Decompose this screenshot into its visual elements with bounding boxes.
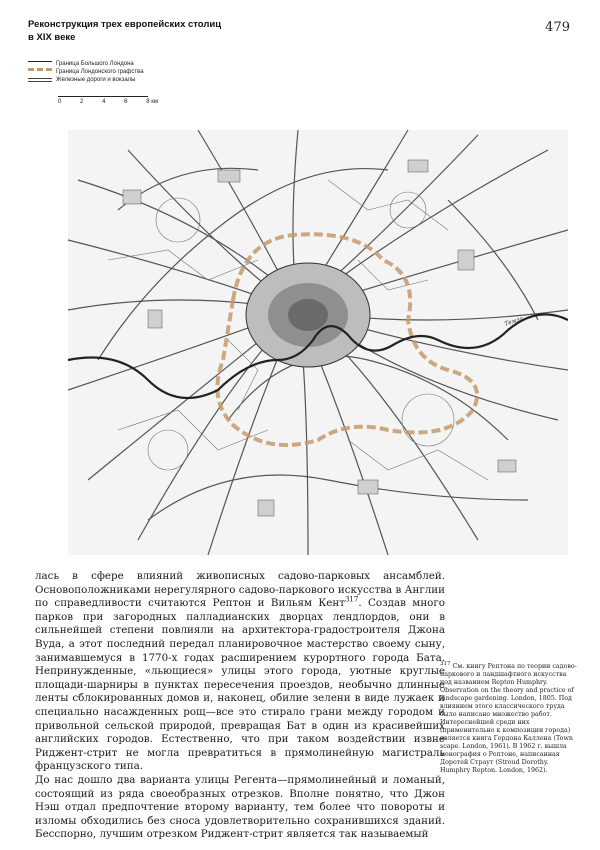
legend-row-county: [28, 68, 144, 76]
legend-label: Граница Большого Лондона: [56, 61, 134, 67]
page-number: 479: [545, 20, 570, 35]
river-label: Темза: [503, 315, 524, 328]
scale-bar: [58, 96, 158, 105]
legend-row-railways: [28, 76, 144, 84]
scale-tick: 4: [102, 99, 106, 105]
paragraph-2: До нас дошло два варианта улицы Регента—прямолинейный и ломаный, состоящий из ряда своеобразных отрезков. Вполне понятно, что Джон Нэш отдал предпочтение второму варианту, тем более что повороты и изломы обходились без сноса удовлетворительно сохранившихся зданий. Бесспорно, лучшим отрезком Риджент-стрит является так называемый: [35, 773, 445, 841]
footnote: [440, 660, 580, 775]
legend-swatch-county: [28, 68, 52, 76]
legend-swatch-greater-london: [28, 61, 52, 67]
body-text: [35, 570, 445, 842]
footnote-number: 317: [440, 661, 451, 667]
scale-tick: 8 км: [146, 99, 158, 105]
map-legend: [28, 60, 144, 84]
legend-label: Граница Лондонского графства: [56, 69, 144, 75]
scale-ticks: [58, 99, 158, 105]
scale-tick: 2: [80, 99, 84, 105]
legend-row-greater-london: [28, 60, 144, 68]
footnote-reference: 317: [344, 595, 359, 604]
scale-tick: 6: [124, 99, 128, 105]
map-drawing: [28, 60, 568, 560]
running-title-line2: в XIX веке: [28, 32, 76, 43]
running-header: [28, 18, 221, 44]
running-title-line1: Реконструкция трех европейских столиц: [28, 19, 222, 30]
paragraph-1: лась в сфере влияний живописных садово-парковых ансамблей. Основоположниками нерегулярного садово-паркового искусства в Англии по справедливости считаются Рептон и Вильям Кент$^{317}$. Создав много парков при загородных палладианских дворцах лендлордов, они в сильнейшей степени повлияли на архитектора-градостроителя Джона Вуда, а этот последний передал планировочное мастерство своему сыну, занимавшемуся в 1770-х годах расширением курортного города Бата. Непринужденные, «льющиеся» улицы этого города, уютные круглые площади-шарниры в пунктах пересечения проездов, необычно длинные ленты сблокированных домов и, наконец, обилие зелени в виде лужаек и специально насажденных рощ—все это стирало грани между городом и привольной сельской природой, превращая Бат в один из красивейших английских городов. Естественно, что при таком воздействии извне Риджент-стрит не могла превратиться в прямолинейную магистраль французского типа.: [35, 570, 445, 773]
legend-swatch-railways: [28, 78, 52, 82]
footnote-text: См. книгу Рептона по теории садово-паркового и ландшафтного искусства под названием Repton Humphry. Observation on the theory and practice of landscape gardening. London, 1805. Под влиянием этого классического труда было написано множество работ. Интереснейшей среди них (применительно к композиции города) является книга Гордона Каллена (Town scape. London, 1961). В 1962 г. вышла монография о Рептоне, написанная Доротей Страут (Stroud Dorothy. Humphry Repton. London, 1962).: [440, 663, 577, 775]
legend-label: Железные дороги и вокзалы: [56, 77, 136, 83]
built-up-core: [246, 263, 370, 367]
london-map: [28, 60, 568, 560]
scale-tick: 0: [58, 99, 62, 105]
